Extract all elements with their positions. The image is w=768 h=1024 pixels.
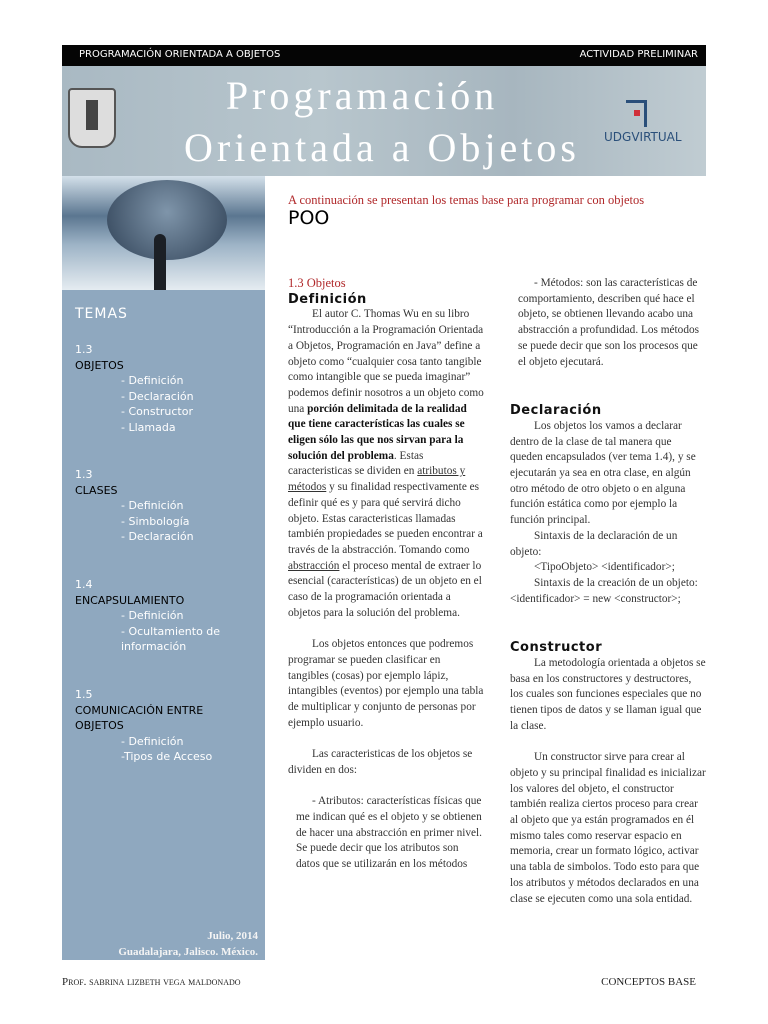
column-right — [510, 276, 706, 907]
code-line: <identificador> = new <constructor>; — [510, 592, 681, 605]
topics-sidebar — [62, 290, 265, 960]
paragraph: La metodología orientada a objetos se basa en los constructores y destructores, los cuales son funciones especiales que no tienen tipos de datos y se llaman igual que la clase. — [510, 657, 706, 732]
code-line: <TipoObjeto> <identificador>; — [534, 561, 675, 574]
paragraph: Sintaxis de la creación de un objeto: — [534, 576, 698, 589]
topics-heading: TEMAS — [75, 306, 128, 322]
section-label: 1.3 Objetos — [288, 276, 346, 290]
paragraph: Los objetos los vamos a declarar dentro de la clase de tal manera que queden encapsulados (ver tema 1.4), y se ejecutarán ya sea en otra clase, en algún otro método de otro objeto o en alguna función estática como por ejemplo la función principal. — [510, 419, 696, 527]
paragraph: - Métodos: son las características de comportamiento, describen qué hace el objeto, se obtienen llevando acabo una abstracción a profundidad. Los métodos se puede decir que son los procesos que el objeto ejecutará. — [518, 277, 700, 368]
paragraph: Los objetos entonces que podremos programar se pueden clasificar en tangibles (cosas) por ejemplo lápiz, intangibles (eventos) por ejemplo una tabla de multiplicar y conjunto de personas por ejemplo usuario. — [288, 638, 484, 729]
topic-section: 1.5 COMUNICACIÓN ENTRE OBJETOS - Definición -Tipos de Acceso — [75, 688, 213, 763]
topic-section: 1.3 OBJETOS - Definición - Declaración - Constructor - Llamada — [75, 343, 194, 434]
footer-topic: CONCEPTOS BASE — [601, 976, 696, 988]
header-activity: ACTIVIDAD PRELIMINAR — [579, 49, 698, 60]
footer-author: Prof. sabrina lizbeth vega maldonado — [62, 976, 241, 988]
header-course: PROGRAMACIÓN ORIENTADA A OBJETOS — [79, 49, 281, 60]
header-bar — [62, 45, 706, 66]
heading-definicion: Definición — [288, 291, 367, 307]
topic-section: 1.3 CLASES - Definición - Simbología - Declaración — [75, 468, 194, 543]
paragraph: El autor C. Thomas Wu en su libro “Introducción a la Programación Orientada a Objetos, Programación en Java” define a objeto como “cualquier cosa tanto tangible como intangible que se pueda imaginar” podemos definir nosotros a un objeto como una porción delimitada de la realidad que tiene características las cuales se eligen sólo las que nos sirvan para la solución del problema. Estas caracteristicas se dividen en atributos y métodos y su finalidad respectivamente es definir qué es y para qué servirá dicho objeto. Estas caracteristicas llamadas también propiedades se pueden encontrar a través de la abstracción. Tomando como abstracción el proceso mental de extraer lo esencial (características) de un objeto en el caso de la programación orientada a objetos para la solución del problema. — [288, 308, 484, 619]
banner-title-line2: Orientada a Objetos — [184, 125, 580, 170]
paragraph: Sintaxis de la declaración de un objeto: — [510, 529, 678, 558]
column-left — [288, 276, 484, 873]
paragraph: Las caracteristicas de los objetos se dividen en dos: — [288, 748, 473, 776]
banner-title-line1: Programación — [225, 73, 499, 118]
date-place: Julio, 2014 Guadalajara, Jalisco. México. — [118, 930, 258, 958]
cover-image — [62, 176, 265, 290]
heading-declaracion: Declaración — [510, 403, 602, 419]
title-banner: Programación Orientada a Objetos UDGVIRTUAL — [62, 66, 706, 176]
paragraph: Un constructor sirve para crear al objeto y su principal finalidad es inicializar los valores del objeto, el constructor también realiza ciertos proceso para crear al objeto que ya están programados en él mismo tales como reservar espacio en memoria, crear un formato lógico, activar una tabla de simbolos. Todo esto para que los atributos y métodos declarados en una clase se ejecuten como una sola entidad. — [510, 751, 706, 905]
intro-text: A continuación se presentan los temas base para programar con objetos — [288, 193, 645, 207]
topic-section: 1.4 ENCAPSULAMIENTO - Definición - Ocultamiento de información — [75, 578, 221, 653]
paragraph: - Atributos: características físicas que me indican qué es el objeto y se obtienen de hacer una abstracción en primer nivel. Se puede decir que los atributos son datos que se utilizarán en los métodos — [296, 795, 482, 870]
page-title: POO — [288, 207, 330, 229]
heading-constructor: Constructor — [510, 640, 603, 656]
